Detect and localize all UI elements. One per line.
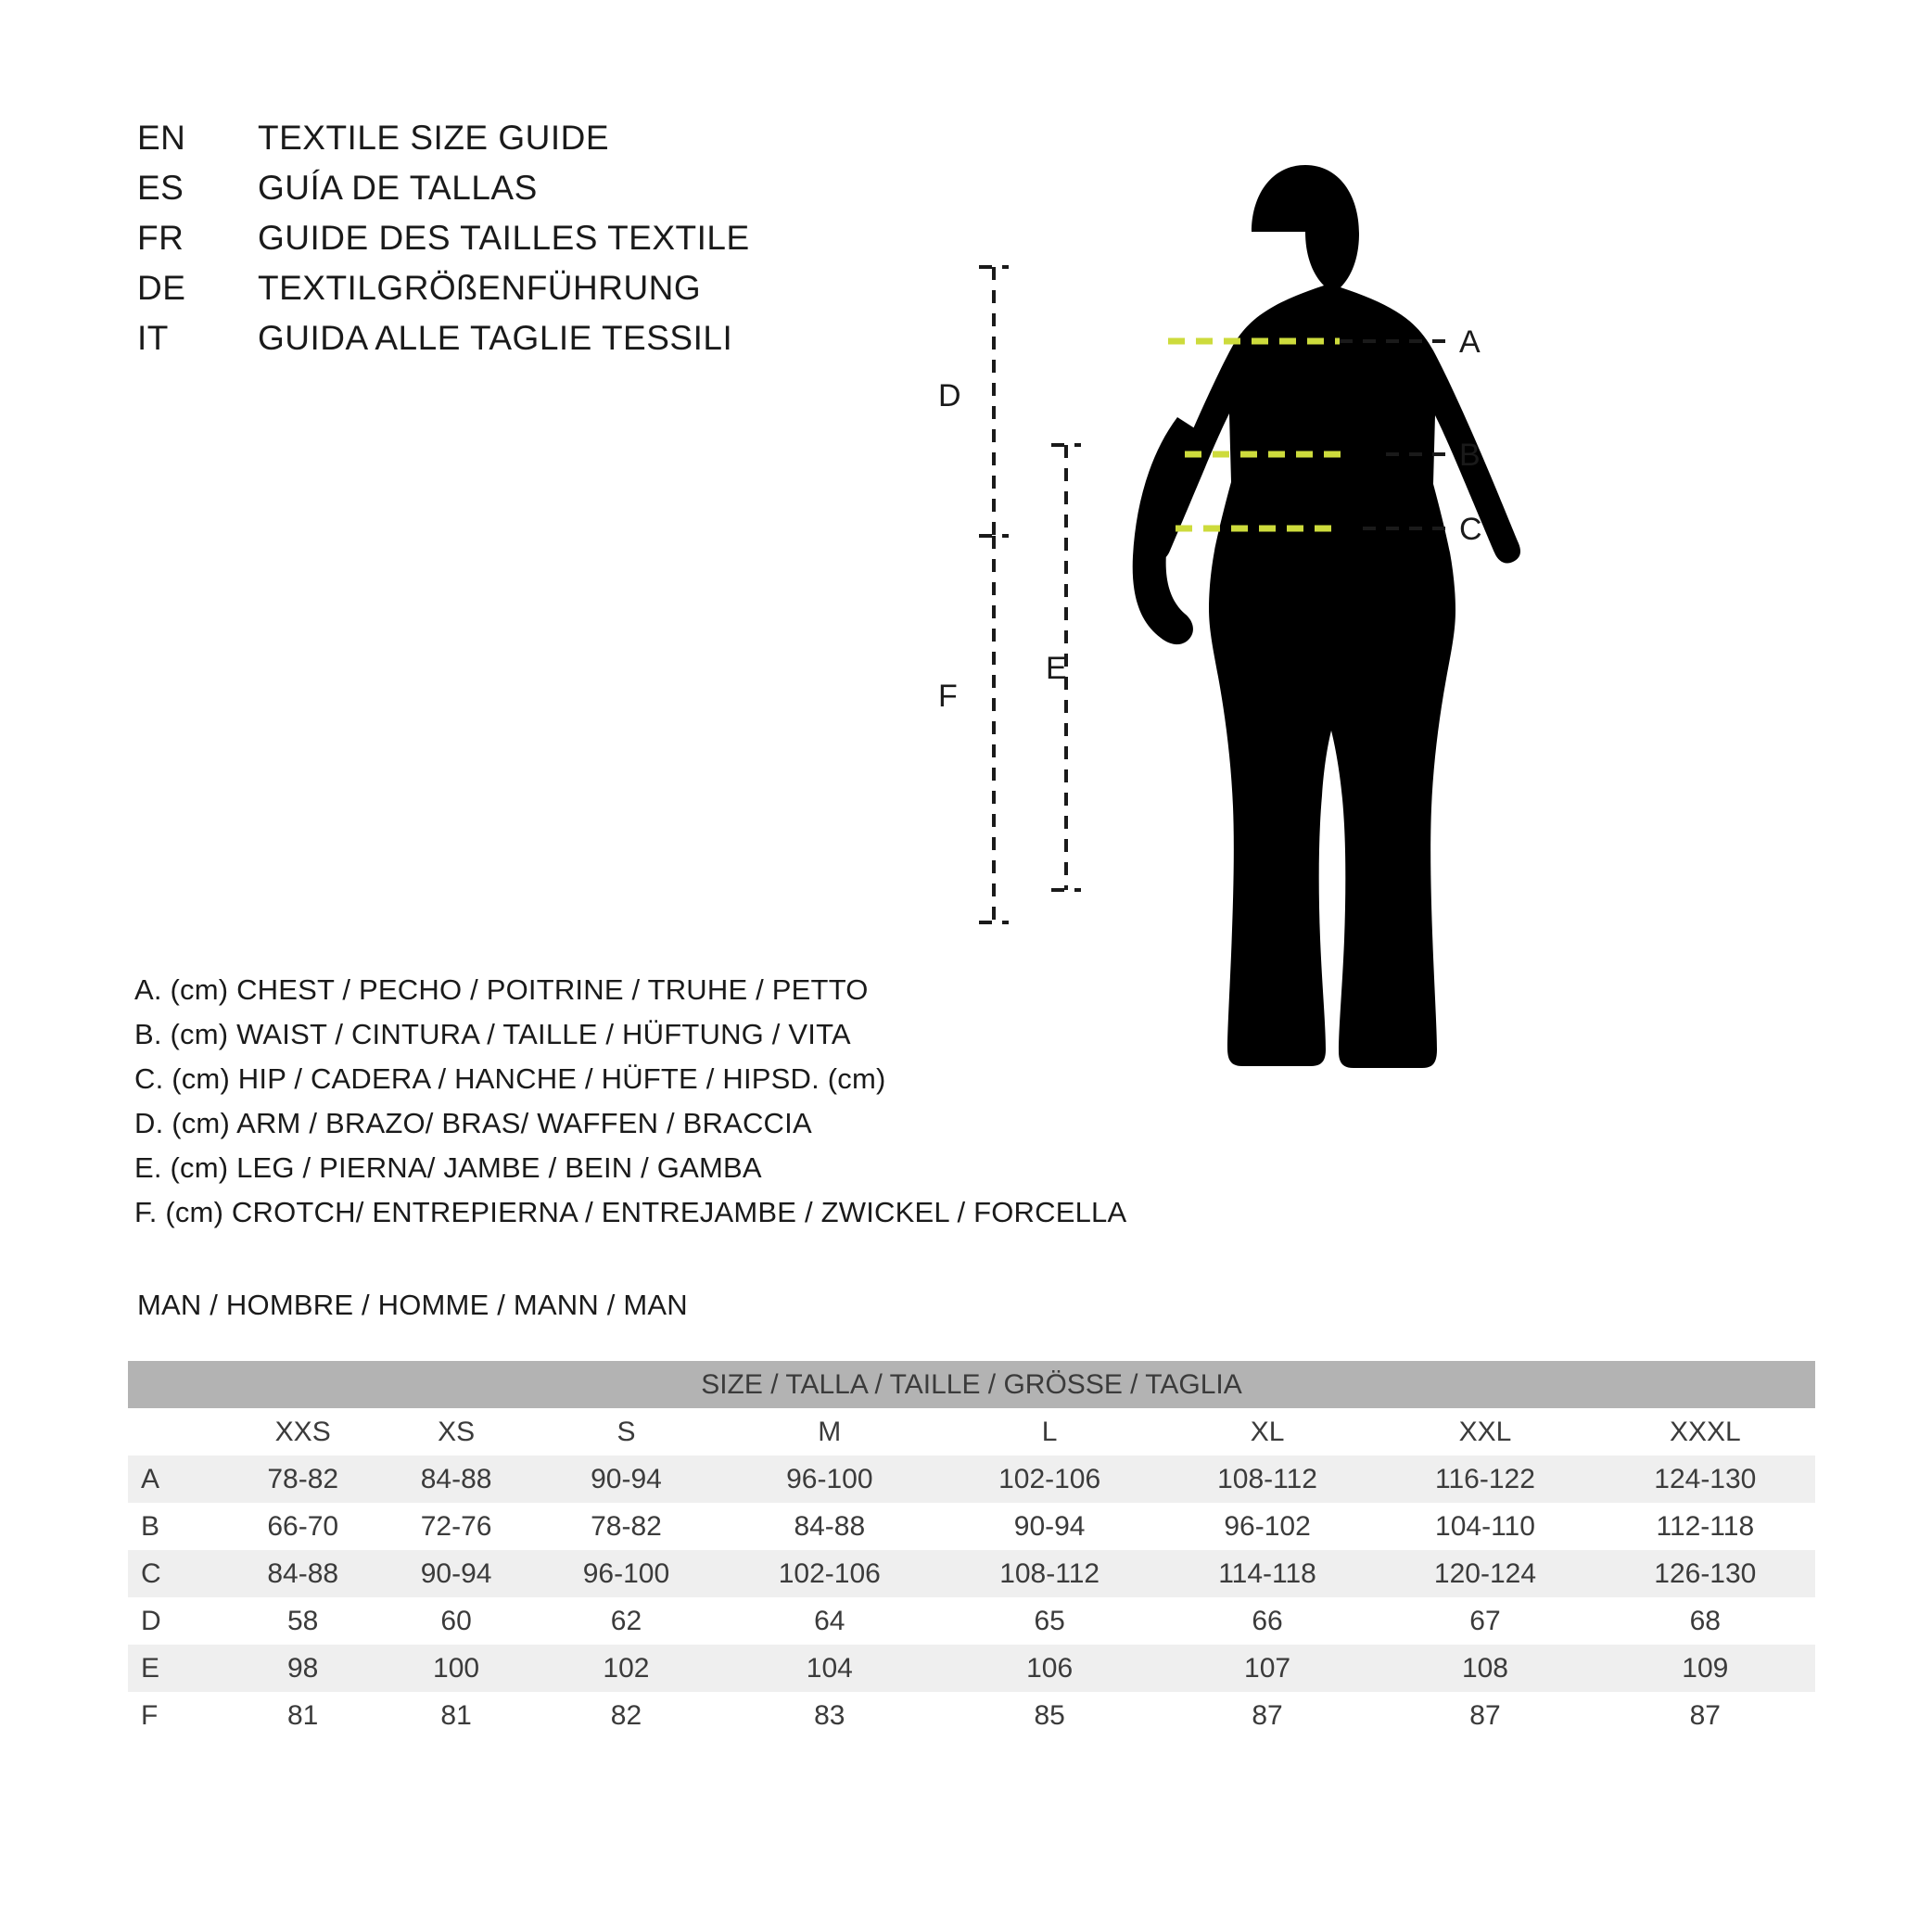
table-cell: 78-82 — [533, 1503, 719, 1550]
table-band-header — [128, 1361, 1815, 1408]
table-cell: 90-94 — [533, 1455, 719, 1503]
table-cell: 126-130 — [1595, 1550, 1815, 1597]
table-cell: 96-102 — [1160, 1503, 1376, 1550]
language-title: TEXTILE SIZE GUIDE — [258, 119, 610, 157]
column-header: XL — [1160, 1408, 1376, 1455]
legend-item-leg: E. (cm) LEG / PIERNA/ JAMBE / BEIN / GAMBA — [134, 1151, 762, 1184]
table-column-headers — [128, 1408, 1815, 1455]
man-silhouette-icon — [1144, 165, 1520, 1068]
language-code: EN — [137, 119, 186, 157]
table-cell: 66 — [1160, 1597, 1376, 1645]
table-row — [128, 1645, 1815, 1692]
language-title: GUÍA DE TALLAS — [258, 169, 538, 207]
table-cell: 68 — [1595, 1597, 1815, 1645]
gender-label: MAN / HOMBRE / HOMME / MANN / MAN — [137, 1289, 688, 1321]
row-label: C — [128, 1550, 226, 1597]
language-code: IT — [137, 319, 169, 357]
legend-item-hip: C. (cm) HIP / CADERA / HANCHE / HÜFTE / HIPSD. (cm) — [134, 1062, 886, 1095]
size-table-container — [128, 1361, 1815, 1739]
legend-item-crotch: F. (cm) CROTCH/ ENTREPIERNA / ENTREJAMBE / ZWICKEL / FORCELLA — [134, 1196, 1127, 1228]
language-code: ES — [137, 169, 184, 207]
table-cell: 114-118 — [1160, 1550, 1376, 1597]
label-chest-a: A — [1459, 324, 1481, 360]
language-row — [137, 119, 750, 169]
column-header: XXL — [1375, 1408, 1595, 1455]
corner-cell — [128, 1408, 226, 1455]
table-cell: 81 — [226, 1692, 379, 1739]
legend-item-waist: B. (cm) WAIST / CINTURA / TAILLE / HÜFTUNG / VITA — [134, 1018, 851, 1050]
table-cell: 107 — [1160, 1645, 1376, 1692]
table-cell: 108-112 — [939, 1550, 1159, 1597]
language-code: FR — [137, 219, 184, 257]
table-cell: 81 — [379, 1692, 532, 1739]
label-waist-b: B — [1459, 438, 1481, 473]
table-cell: 124-130 — [1595, 1455, 1815, 1503]
table-row — [128, 1503, 1815, 1550]
table-row — [128, 1692, 1815, 1739]
table-cell: 96-100 — [719, 1455, 939, 1503]
language-row — [137, 219, 750, 269]
table-cell: 83 — [719, 1692, 939, 1739]
table-cell: 87 — [1595, 1692, 1815, 1739]
legend-item-arm: D. (cm) ARM / BRAZO/ BRAS/ WAFFEN / BRACCIA — [134, 1107, 812, 1139]
label-arm-d: D — [938, 378, 961, 413]
table-cell: 87 — [1160, 1692, 1376, 1739]
table-cell: 96-100 — [533, 1550, 719, 1597]
table-cell: 108 — [1375, 1645, 1595, 1692]
column-header: XXXL — [1595, 1408, 1815, 1455]
table-row — [128, 1455, 1815, 1503]
arm-dimension-bracket — [979, 267, 1009, 536]
table-cell: 112-118 — [1595, 1503, 1815, 1550]
legend-item-chest: A. (cm) CHEST / PECHO / POITRINE / TRUHE / PETTO — [134, 973, 869, 1006]
table-band-title: SIZE / TALLA / TAILLE / GRÖSSE / TAGLIA — [128, 1361, 1815, 1408]
label-hip-c: C — [1459, 512, 1482, 547]
table-cell: 90-94 — [379, 1550, 532, 1597]
language-row — [137, 269, 750, 319]
table-row — [128, 1597, 1815, 1645]
table-cell: 72-76 — [379, 1503, 532, 1550]
table-cell: 102-106 — [719, 1550, 939, 1597]
table-cell: 116-122 — [1375, 1455, 1595, 1503]
row-label: D — [128, 1597, 226, 1645]
table-cell: 78-82 — [226, 1455, 379, 1503]
row-label: A — [128, 1455, 226, 1503]
table-cell: 87 — [1375, 1692, 1595, 1739]
table-cell: 60 — [379, 1597, 532, 1645]
language-title: GUIDE DES TAILLES TEXTILE — [258, 219, 750, 257]
row-label: E — [128, 1645, 226, 1692]
table-cell: 64 — [719, 1597, 939, 1645]
table-cell: 100 — [379, 1645, 532, 1692]
table-cell: 104 — [719, 1645, 939, 1692]
row-label: F — [128, 1692, 226, 1739]
table-cell: 82 — [533, 1692, 719, 1739]
table-cell: 65 — [939, 1597, 1159, 1645]
table-cell: 66-70 — [226, 1503, 379, 1550]
crotch-dimension-bracket — [979, 536, 1009, 922]
language-title: GUIDA ALLE TAGLIE TESSILI — [258, 319, 733, 357]
table-cell: 67 — [1375, 1597, 1595, 1645]
label-leg-e: E — [1046, 651, 1067, 686]
language-code: DE — [137, 269, 186, 307]
column-header: S — [533, 1408, 719, 1455]
language-row — [137, 169, 750, 219]
table-cell: 84-88 — [719, 1503, 939, 1550]
table-cell: 102-106 — [939, 1455, 1159, 1503]
measurement-legend — [134, 973, 1126, 1240]
table-cell: 84-88 — [226, 1550, 379, 1597]
language-row — [137, 319, 750, 369]
table-cell: 90-94 — [939, 1503, 1159, 1550]
table-cell: 106 — [939, 1645, 1159, 1692]
table-cell: 109 — [1595, 1645, 1815, 1692]
language-title: TEXTILGRÖßENFÜHRUNG — [258, 269, 702, 307]
language-title-block — [137, 119, 750, 369]
column-header: XS — [379, 1408, 532, 1455]
table-cell: 85 — [939, 1692, 1159, 1739]
table-cell: 62 — [533, 1597, 719, 1645]
table-cell: 102 — [533, 1645, 719, 1692]
table-cell: 108-112 — [1160, 1455, 1376, 1503]
table-cell: 84-88 — [379, 1455, 532, 1503]
size-table — [128, 1361, 1815, 1739]
table-cell: 58 — [226, 1597, 379, 1645]
table-cell: 98 — [226, 1645, 379, 1692]
table-row — [128, 1550, 1815, 1597]
table-cell: 120-124 — [1375, 1550, 1595, 1597]
column-header: XXS — [226, 1408, 379, 1455]
row-label: B — [128, 1503, 226, 1550]
table-cell: 104-110 — [1375, 1503, 1595, 1550]
label-crotch-f: F — [938, 679, 958, 714]
body-measurement-diagram — [938, 83, 1854, 1242]
column-header: M — [719, 1408, 939, 1455]
column-header: L — [939, 1408, 1159, 1455]
